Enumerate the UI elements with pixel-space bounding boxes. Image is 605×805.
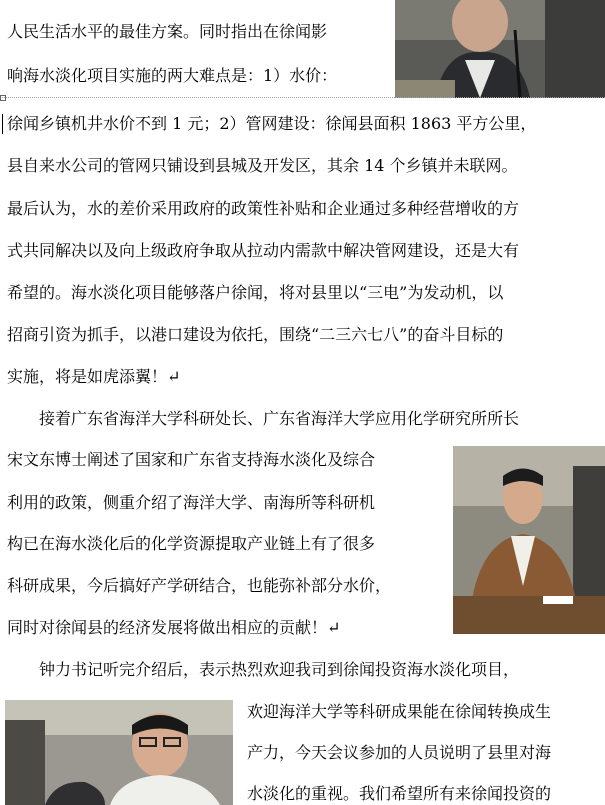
paragraph-marker — [0, 95, 6, 101]
text-cursor — [2, 114, 3, 134]
text-line: 最后认为，水的差价采用政府的政策性补贴和企业通过多种经营增收的方 — [7, 199, 520, 218]
text-line: 构已在海水淡化后的化学资源提取产业链上有了很多 — [7, 534, 376, 553]
text-line: 利用的政策，侧重介绍了海洋大学、南海所等科研机 — [7, 493, 376, 512]
text-line: 水淡化的重视。我们希望所有来徐闻投资的 — [247, 784, 552, 803]
photo-secretary-speaking — [5, 700, 233, 805]
text-line: 招商引资为抓手，以港口建设为依托，围绕“二三六七八”的奋斗目标的 — [7, 325, 504, 344]
text-line: 科研成果，今后搞好产学研结合，也能弥补部分水价， — [7, 576, 392, 595]
text-line: 实施，将是如虎添翼！↵ — [7, 367, 181, 386]
text-line: 钟力书记听完介绍后，表示热烈欢迎我司到徐闻投资海水淡化项目， — [39, 660, 520, 679]
text-line: 人民生活水平的最佳方案。同时指出在徐闻影 — [7, 22, 328, 41]
text-line: 宋文东博士阐述了国家和广东省支持海水淡化及综合 — [7, 450, 376, 469]
text-line: 响海水淡化项目实施的两大难点是：1）水价： — [7, 66, 338, 85]
photo-researcher-speaking — [453, 446, 605, 634]
text-line: 县自来水公司的管网只铺设到县城及开发区，其余 14 个乡镇并未联网。 — [7, 156, 518, 175]
text-line: 式共同解决以及向上级政府争取从拉动内需款中解决管网建设，还是大有 — [7, 241, 520, 260]
text-line: 接着广东省海洋大学科研处长、广东省海洋大学应用化学研究所所长 — [39, 409, 520, 428]
text-line: 希望的。海水淡化项目能够落户徐闻，将对县里以“三电”为发动机，以 — [7, 283, 504, 302]
photo-official-speaking — [395, 0, 605, 98]
page-break-line — [0, 97, 605, 98]
text-line: 欢迎海洋大学等科研成果能在徐闻转换成生 — [247, 702, 552, 721]
text-line: 同时对徐闻县的经济发展将做出相应的贡献！↵ — [7, 618, 341, 637]
text-line: 产力，今天会议参加的人员说明了县里对海 — [247, 743, 552, 762]
text-line: 徐闻乡镇机井水价不到 1 元；2）管网建设：徐闻县面积 1863 平方公里， — [7, 114, 537, 133]
